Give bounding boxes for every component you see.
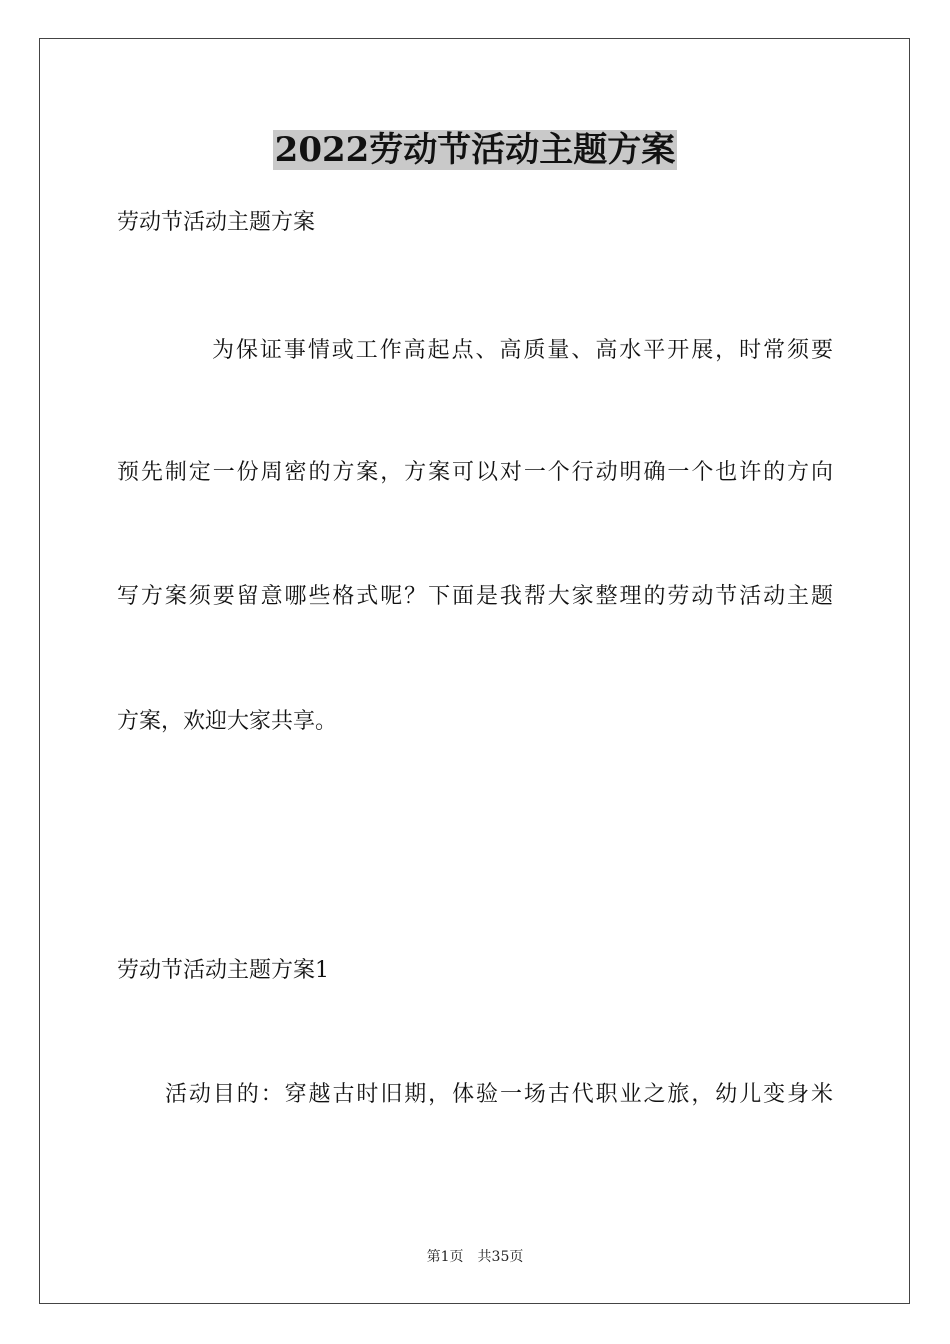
intro-line-1: 为保证事情或工作高起点、高质量、高水平开展，时常须要 [212, 338, 833, 363]
page-number: 第1页 [426, 1249, 464, 1265]
page-footer [0, 1247, 950, 1267]
section-paragraph-line: 活动目的：穿越古时旧期，体验一场古代职业之旅，幼儿变身米 [165, 1082, 833, 1107]
intro-line-3: 写方案须要留意哪些格式呢？下面是我帮大家整理的劳动节活动主题 [117, 584, 833, 609]
document-title [0, 126, 950, 174]
section-heading: 劳动节活动主题方案1 [117, 958, 329, 983]
intro-line-2: 预先制定一份周密的方案，方案可以对一个行动明确一个也许的方向 [117, 460, 833, 485]
document-subtitle: 劳动节活动主题方案 [117, 210, 316, 235]
page-total: 共35页 [477, 1249, 524, 1265]
document-title-text: 2022劳动节活动主题方案 [274, 130, 676, 170]
intro-line-4: 方案，欢迎大家共享。 [117, 709, 338, 734]
